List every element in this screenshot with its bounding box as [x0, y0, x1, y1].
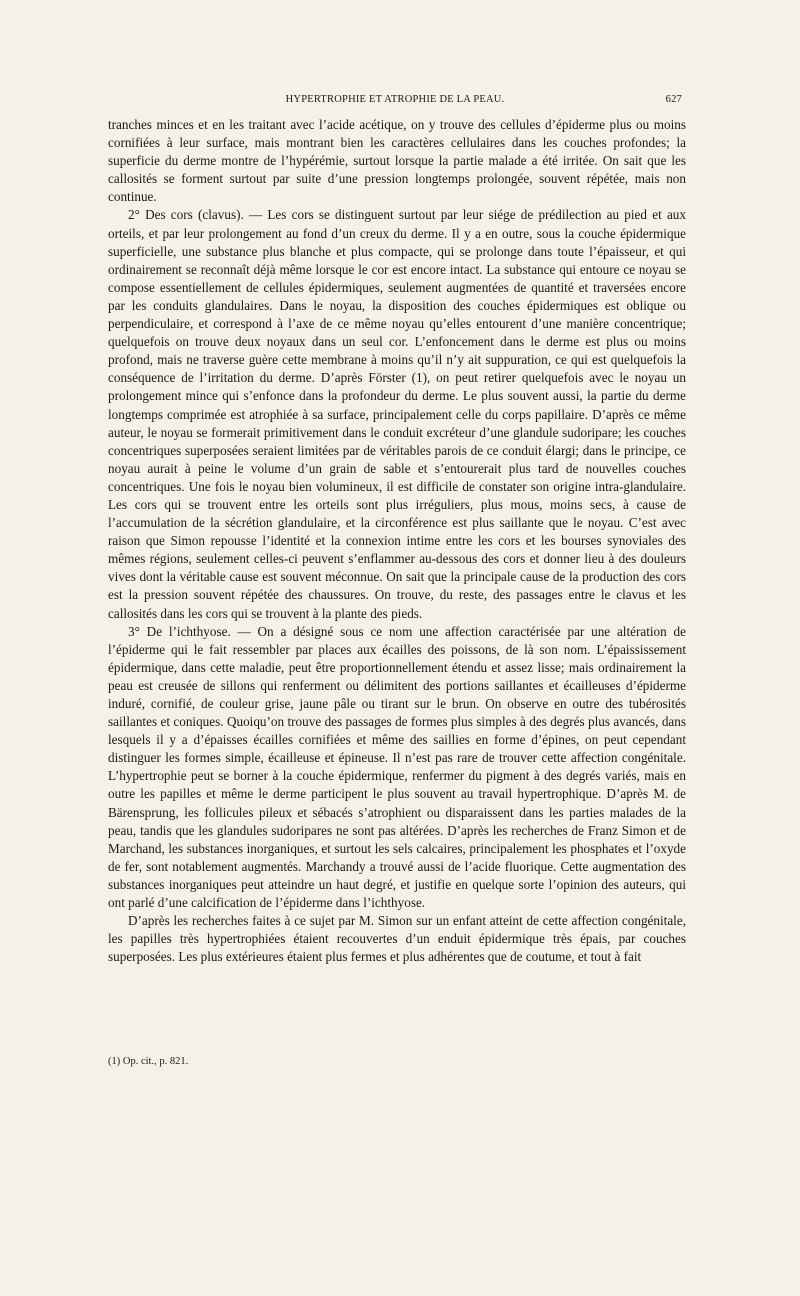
paragraph-cors: 2° Des cors (clavus). — Les cors se distinguent surtout par leur siége de prédilection au pied et aux orteils, et par leur prolongement au fond d’un creux du derme. Il y a en outre, sous la couche épidermique superficielle, une substance plus blanche et plus compacte, qui se prolonge dans toute l’épaisseur, et qui ordinairement se reconnaît déjà même lorsque le cor est encore intact. La substance qui entoure ce noyau se compose essentiellement de cellules épidermiques, seulement augmentées de quantité et traversées encore par les conduits glandulaires. Dans le noyau, la disposition des couches épidermiques est oblique ou perpendiculaire, et correspond à l’axe de ce même noyau qu’elles entourent d’une manière concentrique; quelquefois on trouve deux noyaux dans un seul cor. L’enfoncement dans le derme est plus ou moins profond, mais ne traverse guère cette membrane à moins qu’il n’y ait suppuration, ce qui est quelquefois la conséquence de l’irritation du derme. D’après Förster (1), on peut retirer quelquefois avec le noyau un prolongement mince qui s’enfonce dans la profondeur du derme. Le plus souvent aussi, la partie du derme longtemps comprimée est atrophiée à sa surface, principalement celle du corps papillaire. D’après ce même auteur, le noyau se formerait primitivement dans le conduit excréteur d’une glandule sudoripare; les couches concentriques superposées seraient limitées par de véritables parois de ce conduit élargi; dans le principe, ce noyau aurait à peine le volume d’un grain de sable et s’entourerait plus tard de nouvelles couches concentriques. Une fois le noyau bien volumineux, il est difficile de constater son origine intra-glandulaire. Les cors qui se trouvent entre les orteils sont plus irréguliers, plus mous, moins secs, à cause de l’accumulation de la sécrétion glandulaire, et la circonférence est plus saillante que le noyau. C’est avec raison que Simon repousse l’identité et la connexion intime entre les cors et les bourses synoviales des mêmes régions, seulement celles-ci peuvent s’enflammer au-dessous des cors et donner lieu à des douleurs vives dont la véritable cause est souvent méconnue. On sait que la principale cause de la production des cors est la pression souvent répétée des chaussures. On trouve, du reste, des passages entre le clavus et les callosités dans les cors qui se trouvent à la plante des pieds. [108, 207, 686, 621]
footnote-text: (1) Op. cit., p. 821. [108, 1056, 189, 1067]
body-text [108, 116, 686, 966]
page-number: 627 [665, 94, 682, 105]
paragraph-simon-recherches: D’après les recherches faites à ce sujet par M. Simon sur un enfant atteint de cette affection congénitale, les papilles très hypertrophiées étaient recouvertes d’un enduit épidermique très épais, par couches superposées. Les plus extérieures étaient plus fermes et plus adhérentes que de coutume, et tout à fait [108, 913, 686, 965]
footnote [108, 1056, 686, 1067]
paragraph-callosites-end: tranches minces et en les traitant avec l’acide acétique, on y trouve des cellules d’épiderme plus ou moins cornifiées à leur surface, mais montrant bien les caractères cellulaires dans les couches profondes; la superficie du derme montre de l’hypérémie, surtout lorsque la partie malade a été irritée. On sait que les callosités se forment surtout par suite d’une pression longtemps prolongée, souvent répétée, mais non continue. [108, 117, 686, 205]
running-header [108, 94, 682, 108]
paragraph-ichthyose: 3° De l’ichthyose. — On a désigné sous ce nom une affection caractérisée par une altération de l’épiderme qui le fait ressembler par places aux écailles des poissons, de là son nom. L’épaississement épidermique, dans cette maladie, peut être proportionnellement étendu et assez lisse; mais ordinairement la peau est creusée de sillons qui renferment ou délimitent des portions saillantes et écailleuses d’épiderme induré, cornifié, de couleur grise, jaune pâle ou tirant sur le brun. On observe en outre des tubérosités saillantes et coniques. Quoiqu’on trouve des passages de formes plus simples à des degrés plus avancés, dans lesquels il y a d’épaisses écailles cornifiées et même des saillies en forme d’épines, on peut cependant distinguer les formes simple, écailleuse et épineuse. Il n’est pas rare de trouver cette affection congénitale. L’hypertrophie peut se borner à la couche épidermique, renfermer du pigment à des degrés variés, mais en outre les papilles et même le derme participent le plus souvent au travail hypertrophique. D’après M. de Bärensprung, les follicules pileux et sébacés s’atrophient ou disparaissent dans les parties malades de la peau, tandis que les glandules sudoripares ne sont pas altérées. D’après les recherches de Franz Simon et de Marchand, les substances inorganiques, et surtout les sels calcaires, principalement les phosphates et l’oxyde de fer, sont notablement augmentés. Marchandy a trouvé aussi de l’acide fluorique. Cette augmentation des substances inorganiques peut atteindre un haut degré, et justifie en quelque sorte l’opinion des auteurs, qui ont parlé d’une calcification de l’épiderme dans l’ichthyose. [108, 623, 686, 911]
running-title: HYPERTROPHIE ET ATROPHIE DE LA PEAU. [285, 94, 505, 105]
